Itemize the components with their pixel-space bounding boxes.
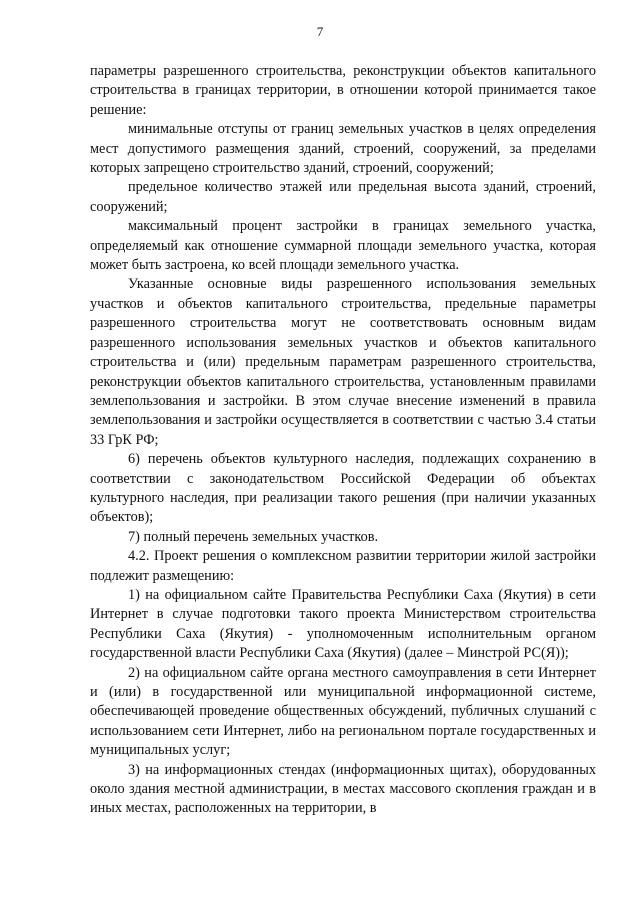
paragraph-3: предельное количество этажей или предельная высота зданий, строений, сооружений;	[90, 179, 596, 215]
paragraph-5: Указанные основные виды разрешенного использования земельных участков и объектов капитального строительства, предельные параметры разрешенного строительства могут не соответствовать основным видам разрешенного использования земельных участков и объектов капитального строительства и (или) предельным параметрам разрешенного строительства, реконструкции объектов капитального строительства, установленным правилами землепользования и застройки. В этом случае внесение изменений в правила землепользования и застройки осуществляется в соответствии с частью 3.4 статьи 33 ГрК РФ;	[90, 276, 596, 448]
paragraph-2: минимальные отступы от границ земельных участков в целях определения мест допустимого размещения зданий, строений, сооружений, за пределами которых запрещено строительство зданий, строений, сооружений;	[90, 121, 596, 177]
paragraph-8: 4.2. Проект решения о комплексном развитии территории жилой застройки подлежит размещению:	[90, 548, 596, 584]
paragraph-4: максимальный процент застройки в границах земельного участка, определяемый как отношение суммарной площади земельного участка, которая может быть застроена, ко всей площади земельного участка.	[90, 218, 596, 274]
paragraph-1: параметры разрешенного строительства, реконструкции объектов капитального строительства в границах территории, в отношении которой принимается такое решение:	[90, 63, 596, 118]
paragraph-7: 7) полный перечень земельных участков.	[128, 528, 379, 545]
document-body	[90, 62, 596, 819]
page-number: 7	[316, 24, 324, 39]
paragraph-9: 1) на официальном сайте Правительства Республики Саха (Якутия) в сети Интернет в случае подготовки такого проекта Министерством строительства Республики Саха (Якутия) - уполномоченным исполнительным органом государственной власти Республики Саха (Якутия) (далее – Минстрой РС(Я));	[90, 586, 596, 662]
paragraph-6: 6) перечень объектов культурного наследия, подлежащих сохранению в соответствии с законодательством Российской Федерации об объектах культурного наследия, при реализации такого решения (при наличии указанных объектов);	[90, 451, 596, 526]
paragraph-10: 2) на официальном сайте органа местного самоуправления в сети Интернет и (или) в государственной или муниципальной информационной системе, обеспечивающей проведение общественных обсуждений, публичных слушаний с использованием сети Интернет, либо на региональном портале государственных и муниципальных услуг;	[90, 664, 596, 759]
paragraph-11: 3) на информационных стендах (информационных щитах), оборудованных около здания местной администрации, в местах массового скопления граждан и в иных местах, расположенных на территории, в	[90, 761, 596, 817]
